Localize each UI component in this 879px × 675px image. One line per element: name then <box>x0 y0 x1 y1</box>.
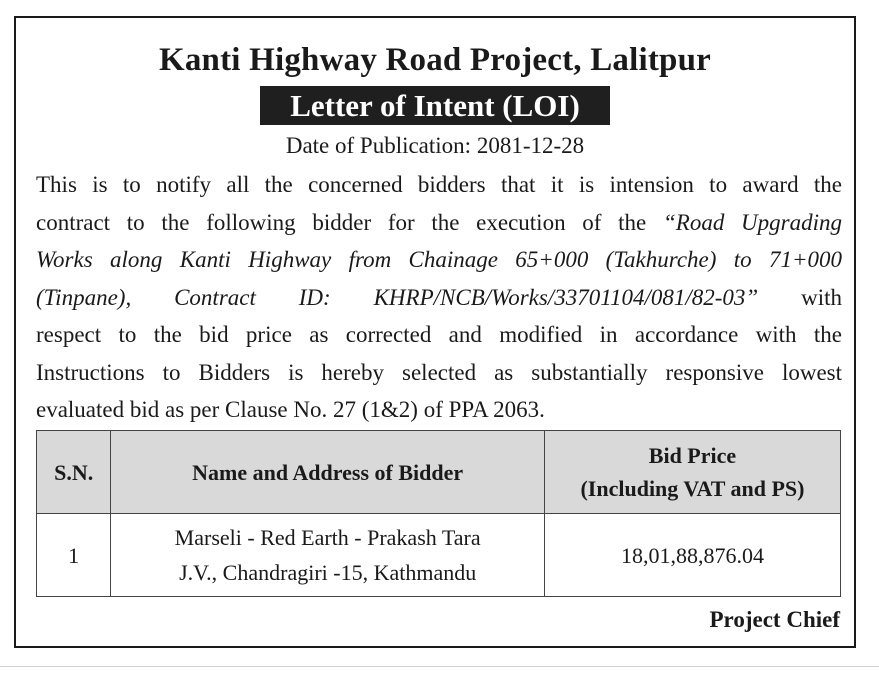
contract-title-text: Works along Kanti Highway from Chainage 65+000 (Takhurche) to 71+000 <box>36 247 842 272</box>
body-line <box>36 316 842 354</box>
bidder-table <box>36 430 841 597</box>
body-line <box>36 391 842 429</box>
body-text: This is to notify all the concerned bidders that it is intension to award the <box>36 172 842 197</box>
table-header-row <box>37 431 841 514</box>
body-text: with <box>758 284 843 310</box>
body-line <box>36 241 842 279</box>
body-line <box>36 166 842 204</box>
table-row <box>37 514 841 597</box>
cell-sn: 1 <box>37 514 111 597</box>
header-bidder: Name and Address of Bidder <box>111 431 545 514</box>
notice-title: Kanti Highway Road Project, Lalitpur <box>158 42 711 78</box>
header-sn: S.N. <box>37 431 111 514</box>
publication-date-line <box>16 131 854 161</box>
body-text: respect to the bid price as corrected and modified in accordance with the <box>36 322 842 347</box>
body-text: contract to the following bidder for the execution of the <box>36 209 663 235</box>
loi-notice <box>14 16 856 648</box>
body-text: evaluated bid as per Clause No. 27 (1&2) of PPA 2063. <box>36 397 545 422</box>
publication-date-value: 2081-12-28 <box>476 133 585 158</box>
bidder-name: Marseli - Red Earth - Prakash Tara <box>174 525 481 550</box>
cell-bid-price: 18,01,88,876.04 <box>544 514 840 597</box>
subtitle-banner <box>16 86 854 125</box>
signature: Project Chief <box>709 607 840 632</box>
contract-title-text: “Road Upgrading <box>662 209 842 235</box>
body-line <box>36 279 842 317</box>
body-line <box>36 204 842 242</box>
header-bid-price-line1: Bid Price <box>648 443 737 468</box>
header-bid-price <box>544 431 840 514</box>
publication-date-label: Date of Publication: <box>285 133 472 158</box>
contract-id-text: (Tinpane), Contract ID: KHRP/NCB/Works/33701104/081/82-03” <box>36 284 759 310</box>
header-bid-price-line2: (Including VAT and PS) <box>580 476 805 501</box>
bidder-address: J.V., Chandragiri -15, Kathmandu <box>179 560 477 585</box>
page-bottom-divider <box>0 666 879 667</box>
body-text: Instructions to Bidders is hereby selected as substantially responsive lowest <box>36 359 842 385</box>
cell-bidder <box>111 514 545 597</box>
body-line <box>36 354 842 392</box>
notice-subtitle: Letter of Intent (LOI) <box>260 86 610 125</box>
notice-body <box>36 166 842 429</box>
